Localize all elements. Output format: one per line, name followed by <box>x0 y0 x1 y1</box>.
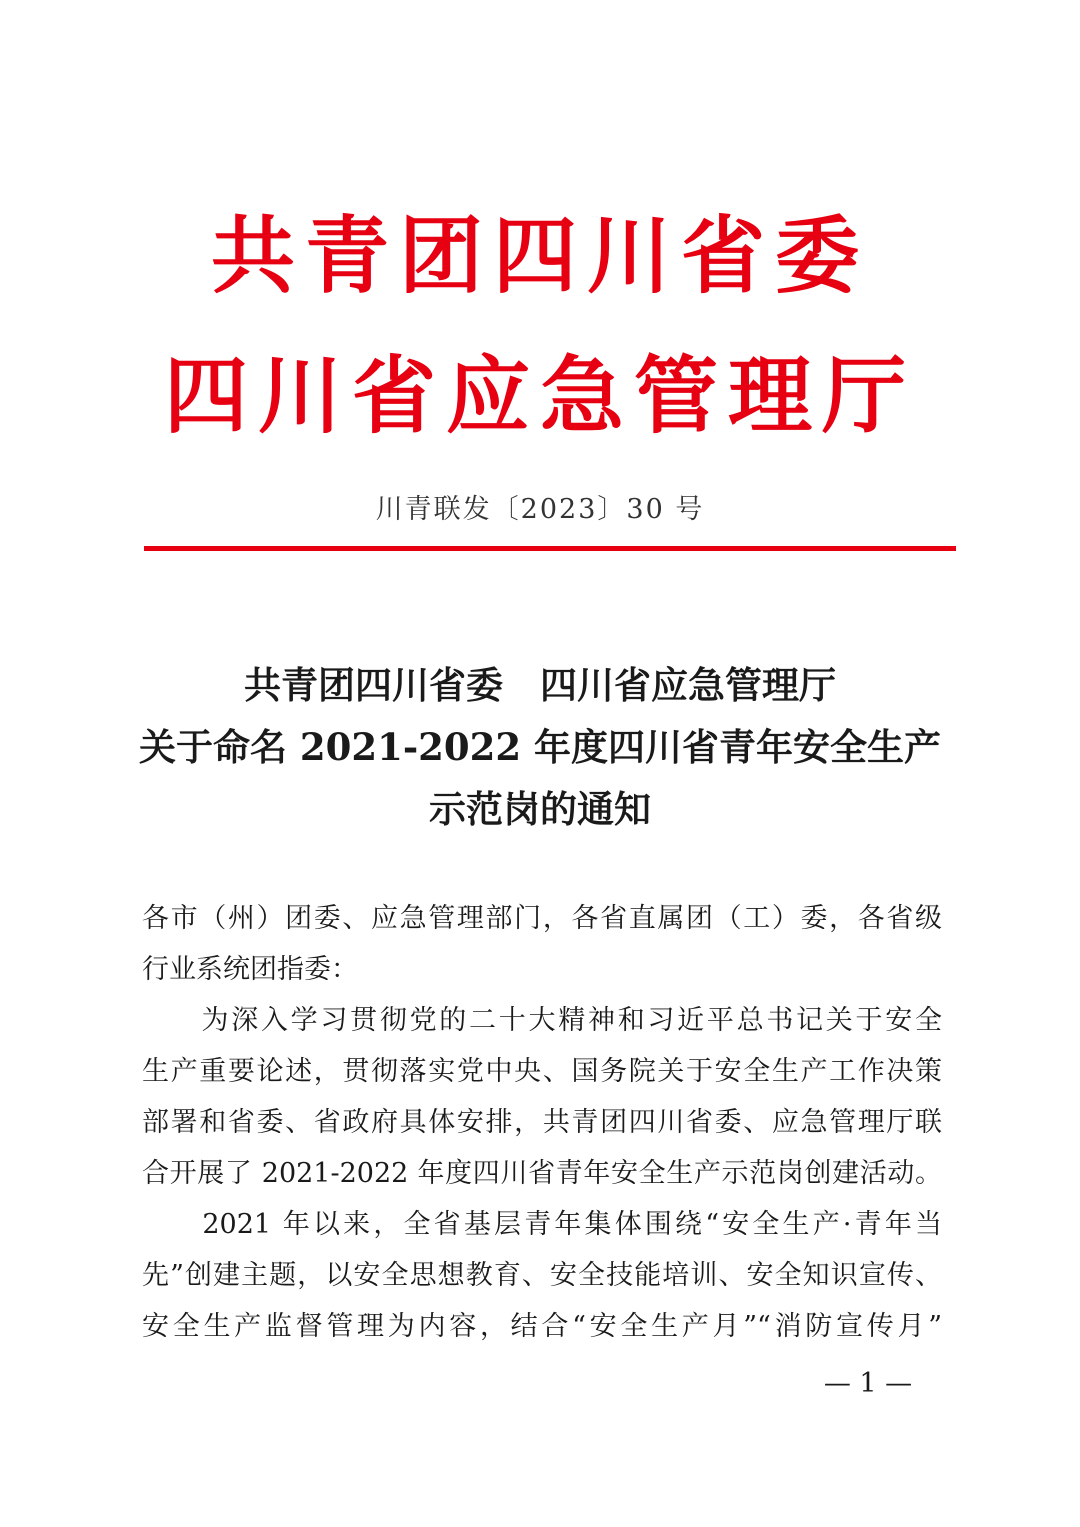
title-line-3: 示范岗的通知 <box>429 787 651 831</box>
issuer-name-youth-league: 共青团四川省委 <box>210 207 869 305</box>
body-line: 部署和省委、省政府具体安排，共青团四川省委、应急管理厅联 <box>142 1107 942 1138</box>
body-line: 安全生产监督管理为内容，结合“安全生产月”“消防宣传月” <box>142 1311 942 1342</box>
body-line: 先”创建主题，以安全思想教育、安全技能培训、安全知识宣传、 <box>142 1260 942 1291</box>
body-line: 各市（州）团委、应急管理部门，各省直属团（工）委，各省级 <box>142 903 942 934</box>
red-divider-line <box>144 546 956 551</box>
document-title <box>0 654 1080 840</box>
title-line-2: 关于命名 2021-2022 年度四川省青年安全生产 <box>138 725 942 769</box>
document-body <box>142 893 942 1352</box>
body-line: 行业系统团指委： <box>142 954 358 985</box>
body-line: 合开展了 2021-2022 年度四川省青年安全生产示范岗创建活动。 <box>142 1158 942 1189</box>
document-number: 川青联发〔2023〕30 号 <box>375 494 705 525</box>
body-line: 2021 年以来，全省基层青年集体围绕“安全生产·青年当 <box>142 1209 942 1240</box>
body-line: 生产重要论述，贯彻落实党中央、国务院关于安全生产工作决策 <box>142 1056 942 1087</box>
body-line: 为深入学习贯彻党的二十大精神和习近平总书记关于安全 <box>142 1005 942 1036</box>
title-line-1: 共青团四川省委 四川省应急管理厅 <box>244 663 836 707</box>
issuer-name-emergency-department: 四川省应急管理厅 <box>163 347 916 445</box>
page-number: — 1 — <box>823 1368 913 1399</box>
